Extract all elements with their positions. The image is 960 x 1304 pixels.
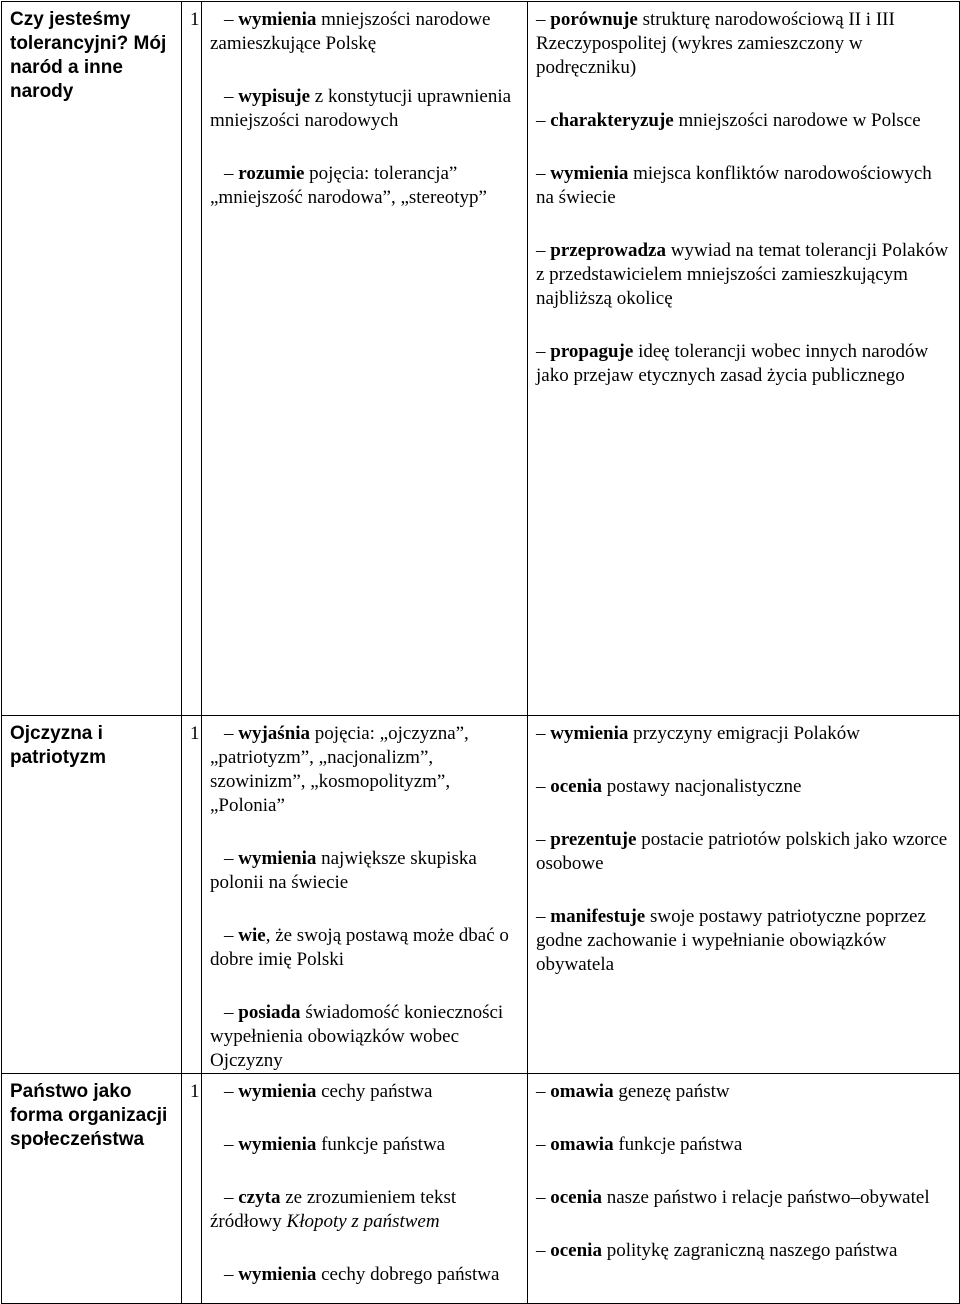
list-item xyxy=(210,162,519,210)
item-text: z konstytucji uprawnienia mniejszości narodowych xyxy=(210,86,512,131)
list-item xyxy=(536,905,951,977)
level-number: 1 xyxy=(182,2,202,716)
action-verb: wypisuje xyxy=(238,86,311,107)
dash: – xyxy=(224,86,234,107)
item-text: swoje postawy patriotyczne poprzez godne zachowanie i wypełnianie obowiązków obywatela xyxy=(536,906,926,975)
dash: – xyxy=(224,9,234,30)
list-item xyxy=(536,239,951,311)
list-item xyxy=(210,924,519,972)
item-text: , że swoją postawą może dbać o dobre imię Polski xyxy=(210,925,509,970)
dash: – xyxy=(224,1081,234,1102)
basic-requirements-cell xyxy=(202,1074,528,1304)
dash: – xyxy=(224,1134,234,1155)
action-verb: ocenia xyxy=(550,1187,602,1208)
item-text: ideę tolerancji wobec innych narodów jako przejaw etycznych zasad życia publicznego xyxy=(536,341,929,386)
item-text: politykę zagraniczną naszego państwa xyxy=(601,1240,898,1261)
curriculum-table xyxy=(1,1,960,1304)
list-item xyxy=(210,722,519,818)
table-row xyxy=(2,2,960,716)
dash: – xyxy=(536,341,546,362)
action-verb: posiada xyxy=(238,1002,301,1023)
list-item xyxy=(536,775,951,799)
action-verb: manifestuje xyxy=(550,906,646,927)
dash: – xyxy=(536,1240,546,1261)
topic-cell: Ojczyzna i patriotyzm xyxy=(2,716,182,1074)
item-text: przyczyny emigracji Polaków xyxy=(628,723,860,744)
action-verb: omawia xyxy=(550,1134,614,1155)
list-item xyxy=(210,1186,519,1234)
action-verb: ocenia xyxy=(550,776,602,797)
list-item xyxy=(536,1080,951,1104)
item-text: postacie patriotów polskich jako wzorce osobowe xyxy=(536,829,948,874)
topic-cell: Państwo jako forma organizacji społeczeństwa xyxy=(2,1074,182,1304)
action-verb: wymienia xyxy=(238,9,317,30)
item-text: ze zrozumieniem tekst źródłowy xyxy=(210,1187,457,1232)
item-text: funkcje państwa xyxy=(613,1134,743,1155)
list-item xyxy=(536,340,951,388)
list-item xyxy=(536,828,951,876)
item-text: strukturę narodowościową II i III Rzeczypospolitej (wykres zamieszczony w podręczniku) xyxy=(536,9,895,78)
list-item xyxy=(536,722,951,746)
basic-requirements-cell xyxy=(202,716,528,1074)
action-verb: wymienia xyxy=(238,848,317,869)
advanced-requirements-cell xyxy=(528,1074,960,1304)
list-item xyxy=(536,1239,951,1263)
item-text: cechy dobrego państwa xyxy=(316,1264,500,1285)
list-item xyxy=(536,1186,951,1210)
dash: – xyxy=(536,1134,546,1155)
item-text: cechy państwa xyxy=(316,1081,433,1102)
action-verb: prezentuje xyxy=(550,829,637,850)
item-text: genezę państw xyxy=(613,1081,730,1102)
list-item xyxy=(210,847,519,895)
dash: – xyxy=(536,1081,546,1102)
list-item xyxy=(536,8,951,80)
action-verb: rozumie xyxy=(238,163,305,184)
table-row xyxy=(2,716,960,1074)
item-text: największe skupiska polonii na świecie xyxy=(210,848,477,893)
level-number: 1 xyxy=(182,716,202,1074)
dash: – xyxy=(536,776,546,797)
action-verb: czyta xyxy=(238,1187,281,1208)
action-verb: przeprowadza xyxy=(550,240,666,261)
dash: – xyxy=(536,163,546,184)
action-verb: ocenia xyxy=(550,1240,602,1261)
action-verb: charakteryzuje xyxy=(550,110,674,131)
action-verb: wymienia xyxy=(550,163,629,184)
action-verb: omawia xyxy=(550,1081,614,1102)
action-verb: wymienia xyxy=(238,1081,317,1102)
advanced-requirements-cell xyxy=(528,2,960,716)
dash: – xyxy=(536,1187,546,1208)
basic-requirements-cell xyxy=(202,2,528,716)
item-text: postawy nacjonalistyczne xyxy=(601,776,802,797)
topic-cell: Czy jesteśmy tolerancyjni? Mój naród a inne narody xyxy=(2,2,182,716)
dash: – xyxy=(536,110,546,131)
level-number: 1 xyxy=(182,1074,202,1304)
action-verb: wyjaśnia xyxy=(238,723,311,744)
dash: – xyxy=(536,906,546,927)
dash: – xyxy=(224,848,234,869)
action-verb: wymienia xyxy=(238,1264,317,1285)
list-item xyxy=(536,109,951,133)
list-item xyxy=(536,162,951,210)
dash: – xyxy=(224,163,234,184)
list-item xyxy=(210,8,519,56)
item-text: świadomość konieczności wypełnienia obowiązków wobec Ojczyzny xyxy=(210,1002,504,1071)
item-text: nasze państwo i relacje państwo–obywatel xyxy=(601,1187,930,1208)
list-item xyxy=(536,1133,951,1157)
dash: – xyxy=(224,1002,234,1023)
list-item xyxy=(210,1133,519,1157)
item-text: mniejszości narodowe w Polsce xyxy=(673,110,921,131)
dash: – xyxy=(536,240,546,261)
dash: – xyxy=(224,925,234,946)
item-text: mniejszości narodowe zamieszkujące Polskę xyxy=(210,9,491,54)
action-verb: wymienia xyxy=(550,723,629,744)
item-text: wywiad na temat tolerancji Polaków z przedstawicielem mniejszości zamieszkującym najbliższą okolicę xyxy=(536,240,949,309)
dash: – xyxy=(536,829,546,850)
item-text: pojęcia: „ojczyzna”, „patriotyzm”, „nacjonalizm”, szowinizm”, „kosmopolityzm”, „Polonia” xyxy=(210,723,469,816)
list-item xyxy=(210,1080,519,1104)
table-row xyxy=(2,1074,960,1304)
list-item xyxy=(210,1001,519,1073)
dash: – xyxy=(224,1187,234,1208)
advanced-requirements-cell xyxy=(528,716,960,1074)
dash: – xyxy=(224,723,234,744)
item-text: pojęcia: tolerancja” „mniejszość narodowa”, „stereotyp” xyxy=(210,163,487,208)
dash: – xyxy=(536,9,546,30)
item-text: miejsca konfliktów narodowościowych na świecie xyxy=(536,163,932,208)
item-text: funkcje państwa xyxy=(316,1134,446,1155)
dash: – xyxy=(536,723,546,744)
list-item xyxy=(210,85,519,133)
source-title: Kłopoty z państwem xyxy=(286,1211,440,1232)
action-verb: wie xyxy=(238,925,266,946)
action-verb: propaguje xyxy=(550,341,634,362)
dash: – xyxy=(224,1264,234,1285)
action-verb: wymienia xyxy=(238,1134,317,1155)
list-item xyxy=(210,1263,519,1287)
action-verb: porównuje xyxy=(550,9,638,30)
